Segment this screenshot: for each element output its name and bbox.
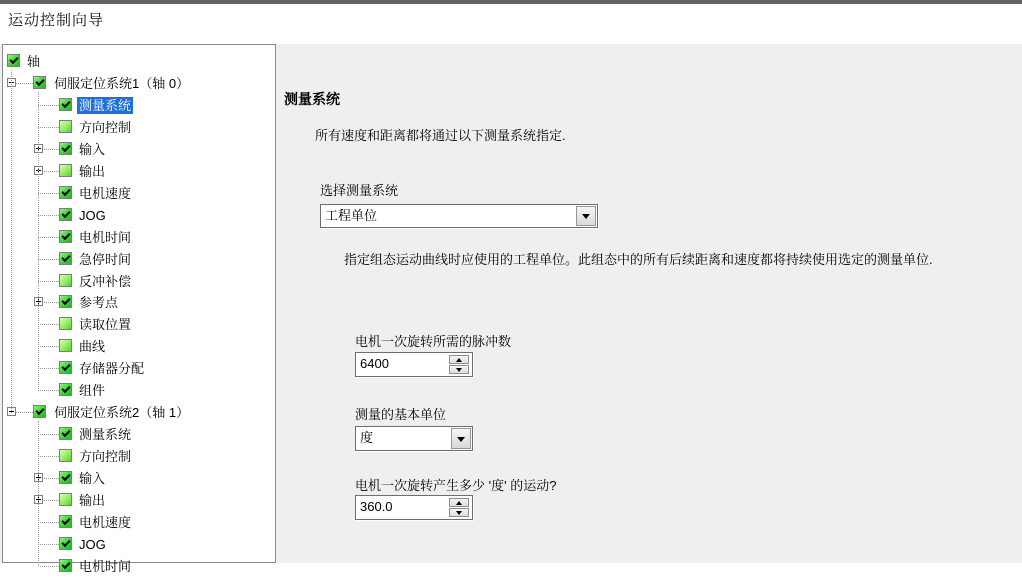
tree-connector	[38, 259, 59, 260]
spin-up-icon[interactable]	[449, 498, 469, 507]
tree-item-label[interactable]: 反冲补偿	[79, 273, 132, 289]
motion-per-rotation-stepper[interactable]	[355, 495, 473, 520]
tree-item[interactable]	[3, 292, 275, 314]
motion-value[interactable]: 360.0	[360, 499, 393, 514]
tree-connector	[42, 500, 59, 501]
window-top-edge	[0, 0, 1022, 4]
tree-item[interactable]	[3, 380, 275, 402]
tree-connector	[38, 456, 59, 457]
checkbox-icon[interactable]	[59, 98, 72, 111]
spin-down-icon[interactable]	[449, 508, 469, 517]
spinner-buttons	[449, 498, 469, 517]
tree-connector	[38, 105, 59, 106]
checkbox-icon[interactable]	[59, 186, 72, 199]
tree-item-label[interactable]: 轴	[27, 54, 41, 69]
tree-item[interactable]	[3, 227, 275, 249]
tree-guide	[38, 421, 39, 567]
spinner-buttons	[449, 355, 469, 374]
base-unit-label: 测量的基本单位	[355, 407, 447, 422]
tree-item-label[interactable]: 测量系统	[79, 427, 132, 443]
tree-item-label[interactable]: 输入	[79, 471, 106, 487]
tree-item-label[interactable]: 伺服定位系统1（轴 0）	[54, 75, 190, 91]
checkbox-icon[interactable]	[7, 54, 20, 67]
section-title: 测量系统	[284, 91, 340, 107]
checkbox-icon[interactable]	[59, 230, 72, 243]
checkbox-icon[interactable]	[59, 427, 72, 440]
wizard-tree-panel[interactable]	[2, 44, 276, 574]
tree-item[interactable]	[3, 73, 275, 95]
tree-item-label[interactable]: 伺服定位系统2（轴 1）	[54, 405, 190, 421]
checkbox-icon[interactable]	[33, 76, 46, 89]
checkbox-icon[interactable]	[59, 164, 72, 177]
checkbox-icon[interactable]	[59, 361, 72, 374]
checkbox-icon[interactable]	[33, 405, 46, 418]
tree-item-label[interactable]: 方向控制	[79, 449, 132, 465]
tree-connector	[38, 281, 59, 282]
tree-connector	[38, 193, 59, 194]
tree-item[interactable]	[3, 490, 275, 512]
checkbox-icon[interactable]	[59, 449, 72, 462]
tree-connector	[38, 522, 59, 523]
spin-down-icon[interactable]	[449, 365, 469, 374]
tree-connector	[38, 237, 59, 238]
tree-connector	[38, 215, 59, 216]
tree-connector	[15, 412, 33, 413]
tree-connector	[38, 566, 59, 567]
checkbox-icon[interactable]	[59, 537, 72, 550]
motion-per-rotation-label: 电机一次旋转产生多少 '度' 的运动?	[355, 478, 557, 493]
tree-item[interactable]	[3, 512, 275, 534]
page-title: 运动控制向导	[8, 12, 105, 29]
checkbox-icon[interactable]	[59, 120, 72, 133]
tree-item-label[interactable]: JOG	[79, 207, 106, 223]
checkbox-icon[interactable]	[59, 208, 72, 221]
tree-item-label[interactable]: JOG	[79, 536, 106, 552]
measurement-system-dropdown[interactable]	[320, 204, 598, 228]
tree-item-label[interactable]: 电机时间	[79, 229, 132, 245]
pulses-per-rotation-label: 电机一次旋转所需的脉冲数	[355, 334, 512, 349]
tree-item[interactable]	[3, 556, 275, 578]
tree-connector	[38, 390, 59, 391]
tree-item-label[interactable]: 组件	[79, 383, 106, 399]
tree-connector	[15, 83, 33, 84]
checkbox-icon[interactable]	[59, 559, 72, 572]
tree-item[interactable]	[3, 446, 275, 468]
tree-item[interactable]	[3, 358, 275, 380]
tree-item[interactable]	[3, 205, 275, 227]
tree-item[interactable]	[3, 424, 275, 446]
checkbox-icon[interactable]	[59, 383, 72, 396]
tree-item[interactable]	[3, 51, 275, 73]
intro-text: 所有速度和距离都将通过以下测量系统指定.	[315, 128, 566, 143]
tree-connector	[42, 149, 59, 150]
tree-item-label[interactable]: 急停时间	[79, 251, 132, 267]
checkbox-icon[interactable]	[59, 142, 72, 155]
tree-item[interactable]	[3, 249, 275, 271]
pulses-per-rotation-stepper[interactable]	[355, 352, 473, 377]
base-unit-value: 度	[360, 430, 374, 445]
tree-item[interactable]	[3, 534, 275, 556]
checkbox-icon[interactable]	[59, 252, 72, 265]
checkbox-icon[interactable]	[59, 471, 72, 484]
tree-item-label[interactable]: 参考点	[79, 295, 119, 311]
tree-item[interactable]	[3, 161, 275, 183]
tree-guide	[38, 92, 39, 391]
measurement-system-label: 选择测量系统	[320, 183, 399, 198]
tree-connector	[42, 171, 59, 172]
base-unit-dropdown[interactable]	[355, 426, 473, 451]
tree-item-label[interactable]: 读取位置	[79, 317, 132, 333]
tree-item[interactable]	[3, 271, 275, 293]
pulses-value[interactable]: 6400	[360, 356, 389, 371]
tree-connector	[38, 544, 59, 545]
spin-up-icon[interactable]	[449, 355, 469, 364]
checkbox-icon[interactable]	[59, 515, 72, 528]
measurement-system-value: 工程单位	[325, 208, 378, 223]
tree-item[interactable]	[3, 336, 275, 358]
description-text: 指定组态运动曲线时应使用的工程单位。此组态中的所有后续距离和速度都将持续使用选定的测量单位.	[344, 252, 933, 267]
tree-item[interactable]	[3, 95, 275, 117]
chevron-down-icon[interactable]	[451, 428, 471, 449]
tree-item-label[interactable]: 电机速度	[79, 185, 132, 201]
tree-connector	[38, 346, 59, 347]
chevron-down-icon[interactable]	[576, 206, 596, 226]
tree-item[interactable]	[3, 468, 275, 490]
tree-connector	[42, 478, 59, 479]
checkbox-icon[interactable]	[59, 317, 72, 330]
tree-connector	[38, 434, 59, 435]
tree-item-label[interactable]: 电机时间	[79, 558, 132, 574]
tree-item[interactable]	[3, 314, 275, 336]
tree-item-label[interactable]: 曲线	[79, 339, 106, 355]
tree-item[interactable]	[3, 139, 275, 161]
tree-connector	[38, 324, 59, 325]
tree-item-label[interactable]: 输出	[79, 163, 106, 179]
tree-item-label[interactable]: 输入	[79, 141, 106, 157]
tree-connector	[38, 127, 59, 128]
tree-item[interactable]	[3, 117, 275, 139]
tree-connector	[38, 368, 59, 369]
tree-item-label[interactable]: 电机速度	[79, 514, 132, 530]
tree-item[interactable]	[3, 183, 275, 205]
checkbox-icon[interactable]	[59, 339, 72, 352]
tree-item-label[interactable]: 输出	[79, 493, 106, 508]
checkbox-icon[interactable]	[59, 274, 72, 287]
tree-guide	[11, 70, 12, 413]
checkbox-icon[interactable]	[59, 493, 72, 506]
tree-item-label[interactable]: 测量系统	[79, 97, 132, 113]
tree-item-label[interactable]: 存储器分配	[79, 361, 145, 377]
tree-connector	[42, 302, 59, 303]
checkbox-icon[interactable]	[59, 295, 72, 308]
tree-item-label[interactable]: 方向控制	[79, 119, 132, 135]
tree-item[interactable]	[3, 402, 275, 424]
